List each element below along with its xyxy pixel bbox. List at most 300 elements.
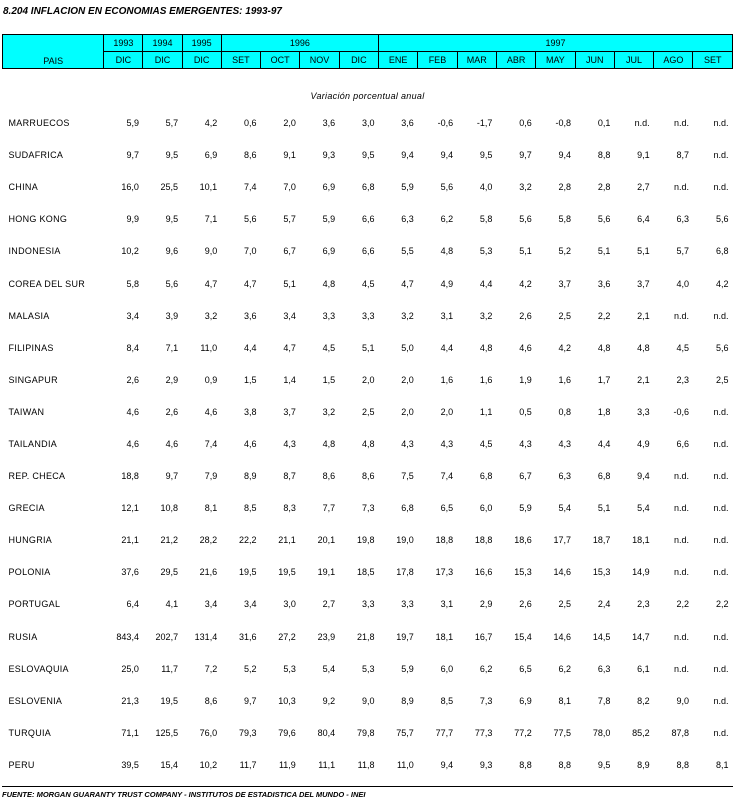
value-cell: 77,7	[435, 727, 454, 738]
value-cell: 8,3	[283, 503, 296, 514]
value-cell: 3,7	[558, 278, 572, 289]
value-cell: 15,3	[592, 567, 611, 578]
country-name: INDONESIA	[8, 246, 61, 257]
value-cell: 9,4	[440, 150, 454, 161]
value-cell: 8,8	[676, 759, 689, 770]
value-cell: 5,7	[165, 118, 179, 129]
value-cell: 19,8	[356, 535, 375, 546]
value-cell: 77,2	[514, 727, 532, 738]
value-cell: 6,6	[676, 438, 689, 449]
value-cell: -1,7	[476, 118, 493, 129]
country-name: ESLOVENIA	[8, 695, 63, 706]
value-cell: 21,6	[199, 567, 218, 578]
value-cell: 9,0	[361, 695, 375, 706]
value-cell: 18,1	[632, 535, 650, 546]
header-month: DIC	[104, 52, 143, 69]
value-cell: 2,9	[479, 599, 493, 610]
inflation-table	[2, 34, 733, 781]
value-cell: 21,3	[121, 695, 139, 706]
value-cell: 6,7	[519, 471, 532, 482]
value-cell: 4,6	[126, 406, 139, 417]
country-name: RUSIA	[8, 631, 38, 642]
value-cell: 3,2	[519, 182, 532, 193]
header-month: JUN	[575, 52, 614, 69]
value-cell: 7,0	[283, 182, 296, 193]
value-cell: 14,6	[553, 631, 572, 642]
value-cell: 12,1	[121, 503, 139, 514]
value-cell: 5,1	[597, 246, 611, 257]
value-cell: n.d.	[673, 663, 689, 674]
country-name: TURQUIA	[8, 727, 52, 738]
value-cell: 1,5	[244, 374, 257, 385]
value-cell: 3,0	[361, 118, 375, 129]
value-cell: n.d.	[673, 310, 689, 321]
value-cell: 9,5	[361, 150, 375, 161]
value-cell: 5,2	[244, 663, 257, 674]
value-cell: 6,2	[479, 663, 493, 674]
value-cell: 15,4	[514, 631, 532, 642]
value-cell: 8,6	[322, 471, 336, 482]
value-cell: 16,7	[474, 631, 493, 642]
value-cell: 8,1	[204, 503, 218, 514]
value-cell: 2,6	[165, 406, 179, 417]
value-cell: 2,8	[597, 182, 611, 193]
value-cell: 11,8	[357, 759, 375, 770]
country-name: TAILANDIA	[8, 438, 58, 449]
value-cell: 9,5	[165, 214, 179, 225]
value-cell: 3,8	[244, 406, 257, 417]
header-row-years	[3, 35, 733, 52]
value-cell: 5,8	[558, 214, 572, 225]
value-cell: 77,5	[553, 727, 572, 738]
value-cell: 9,5	[479, 150, 493, 161]
value-cell: 15,3	[514, 567, 532, 578]
value-cell: 6,2	[440, 214, 454, 225]
value-cell: 6,4	[126, 599, 139, 610]
value-cell: 9,1	[283, 150, 296, 161]
value-cell: 79,3	[238, 727, 257, 738]
header-pais: PAIS	[3, 35, 104, 69]
value-cell: 9,9	[126, 214, 139, 225]
value-cell: 6,1	[637, 663, 650, 674]
value-cell: 11,0	[200, 342, 218, 353]
table-row	[3, 300, 733, 332]
value-cell: 2,5	[558, 599, 572, 610]
value-cell: 9,2	[322, 695, 336, 706]
value-cell: 3,4	[283, 310, 296, 321]
value-cell: 11,9	[278, 759, 296, 770]
value-cell: 4,7	[283, 342, 296, 353]
value-cell: 4,3	[440, 438, 454, 449]
value-cell: 85,2	[632, 727, 650, 738]
value-cell: 9,6	[165, 246, 179, 257]
value-cell: 6,8	[715, 246, 729, 257]
value-cell: 3,6	[401, 118, 414, 129]
value-cell: 9,5	[165, 150, 179, 161]
value-cell: 3,0	[283, 599, 296, 610]
value-cell: 25,5	[160, 182, 179, 193]
value-cell: 37,6	[121, 567, 139, 578]
value-cell: 18,1	[435, 631, 454, 642]
table-row	[3, 556, 733, 588]
value-cell: 9,0	[676, 695, 689, 706]
value-cell: 5,0	[401, 342, 414, 353]
spacer-row	[3, 69, 733, 108]
header-month: ENE	[378, 52, 417, 69]
value-cell: n.d.	[673, 503, 689, 514]
value-cell: 3,2	[401, 310, 414, 321]
value-cell: 9,4	[558, 150, 572, 161]
value-cell: n.d.	[713, 663, 729, 674]
country-name: HUNGRIA	[8, 535, 53, 546]
country-name: SUDAFRICA	[8, 150, 64, 161]
value-cell: n.d.	[713, 535, 729, 546]
value-cell: 843,4	[116, 631, 139, 642]
value-cell: 3,7	[283, 406, 296, 417]
value-cell: 4,6	[165, 438, 179, 449]
value-cell: 7,4	[204, 438, 218, 449]
value-cell: 9,4	[637, 471, 650, 482]
value-cell: 79,8	[356, 727, 375, 738]
value-cell: 7,1	[165, 342, 179, 353]
value-cell: 17,7	[553, 535, 572, 546]
value-cell: 11,1	[318, 759, 336, 770]
value-cell: 2,1	[637, 310, 650, 321]
value-cell: 15,4	[160, 759, 179, 770]
value-cell: 6,3	[401, 214, 414, 225]
value-cell: 3,3	[361, 310, 375, 321]
value-cell: 5,5	[401, 246, 414, 257]
table-row	[3, 235, 733, 267]
value-cell: 4,7	[401, 278, 414, 289]
value-cell: 8,5	[244, 503, 257, 514]
value-cell: 3,1	[440, 599, 454, 610]
value-cell: 202,7	[155, 631, 179, 642]
value-cell: 8,8	[597, 150, 611, 161]
value-cell: 2,6	[519, 599, 532, 610]
value-cell: 6,6	[361, 246, 375, 257]
value-cell: n.d.	[673, 567, 689, 578]
value-cell: 2,8	[558, 182, 572, 193]
header-month: DIC	[143, 52, 182, 69]
value-cell: 3,1	[440, 310, 454, 321]
value-cell: 2,5	[558, 310, 572, 321]
header-month: MAR	[457, 52, 496, 69]
value-cell: 9,4	[440, 759, 454, 770]
value-cell: 4,4	[440, 342, 454, 353]
value-cell: 0,9	[204, 374, 218, 385]
value-cell: 4,4	[479, 278, 493, 289]
value-cell: 10,1	[199, 182, 218, 193]
value-cell: -0,6	[673, 406, 689, 417]
value-cell: 79,6	[278, 727, 296, 738]
value-cell: 14,7	[632, 631, 650, 642]
value-cell: 3,3	[401, 599, 414, 610]
value-cell: 7,9	[204, 471, 218, 482]
header-month: DIC	[182, 52, 221, 69]
value-cell: 5,6	[244, 214, 257, 225]
value-cell: 2,2	[676, 599, 689, 610]
page-title: 8.204 INFLACION EN ECONOMIAS EMERGENTES: 1993-97	[3, 6, 282, 17]
value-cell: 1,7	[597, 374, 611, 385]
value-cell: n.d.	[713, 310, 729, 321]
header-year-1995: 1995	[182, 35, 221, 52]
value-cell: 11,7	[239, 759, 257, 770]
value-cell: 5,3	[361, 663, 375, 674]
value-cell: n.d.	[673, 471, 689, 482]
value-cell: 1,6	[479, 374, 493, 385]
value-cell: 21,8	[356, 631, 375, 642]
value-cell: 4,8	[361, 438, 375, 449]
value-cell: 3,6	[322, 118, 336, 129]
value-cell: 2,2	[597, 310, 611, 321]
value-cell: 2,7	[322, 599, 336, 610]
value-cell: 4,2	[715, 278, 729, 289]
value-cell: 9,3	[479, 759, 493, 770]
value-cell: n.d.	[713, 118, 729, 129]
country-name: CHINA	[8, 182, 39, 193]
header-month: NOV	[300, 52, 339, 69]
value-cell: 6,9	[519, 695, 532, 706]
value-cell: 8,9	[637, 759, 650, 770]
value-cell: 8,1	[715, 759, 729, 770]
value-cell: 4,2	[558, 342, 572, 353]
table-row	[3, 396, 733, 428]
value-cell: 3,3	[322, 310, 336, 321]
value-cell: 7,0	[244, 246, 257, 257]
value-cell: 8,6	[244, 150, 257, 161]
value-cell: 5,6	[597, 214, 611, 225]
value-cell: 4,6	[204, 406, 218, 417]
value-cell: 0,5	[519, 406, 532, 417]
value-cell: 2,3	[676, 374, 689, 385]
header-month: SET	[693, 52, 733, 69]
table-row	[3, 267, 733, 299]
value-cell: 3,2	[322, 406, 336, 417]
header-month: MAY	[536, 52, 575, 69]
value-cell: 7,2	[204, 663, 218, 674]
value-cell: 4,6	[519, 342, 532, 353]
value-cell: 0,6	[519, 118, 532, 129]
value-cell: 8,6	[204, 695, 218, 706]
value-cell: 9,5	[597, 759, 611, 770]
value-cell: 23,9	[317, 631, 336, 642]
value-cell: 20,1	[317, 535, 336, 546]
table-row	[3, 332, 733, 364]
value-cell: 18,5	[356, 567, 375, 578]
value-cell: 1,8	[597, 406, 611, 417]
value-cell: 9,7	[519, 150, 532, 161]
value-cell: 7,5	[401, 471, 414, 482]
value-cell: 6,8	[401, 503, 414, 514]
country-name: HONG KONG	[8, 214, 68, 225]
value-cell: 5,6	[519, 214, 532, 225]
value-cell: n.d.	[634, 118, 650, 129]
header-month: ABR	[496, 52, 535, 69]
value-cell: 8,8	[519, 759, 532, 770]
value-cell: 71,1	[121, 727, 139, 738]
table-row	[3, 107, 733, 139]
value-cell: 4,8	[479, 342, 493, 353]
value-cell: 4,0	[676, 278, 689, 289]
value-cell: 2,6	[126, 374, 139, 385]
value-cell: 19,1	[317, 567, 336, 578]
value-cell: 10,3	[278, 695, 296, 706]
value-cell: 9,4	[401, 150, 414, 161]
value-cell: n.d.	[713, 567, 729, 578]
table-subtitle: Variación porcentual anual	[310, 91, 425, 101]
value-cell: n.d.	[713, 631, 729, 642]
value-cell: 3,3	[361, 599, 375, 610]
value-cell: 5,4	[322, 663, 336, 674]
country-name: FILIPINAS	[8, 342, 54, 353]
value-cell: 4,8	[322, 438, 336, 449]
value-cell: 9,0	[204, 246, 218, 257]
value-cell: 3,4	[126, 310, 139, 321]
value-cell: 4,4	[244, 342, 257, 353]
value-cell: 5,2	[558, 246, 572, 257]
header-month: JUL	[614, 52, 653, 69]
value-cell: -0,6	[437, 118, 454, 129]
value-cell: 4,8	[322, 278, 336, 289]
value-cell: 2,3	[637, 599, 650, 610]
value-cell: 18,6	[514, 535, 532, 546]
table-row	[3, 139, 733, 171]
value-cell: 1,6	[440, 374, 454, 385]
header-row-months	[3, 52, 733, 69]
value-cell: 3,2	[479, 310, 493, 321]
table-row	[3, 171, 733, 203]
value-cell: n.d.	[673, 118, 689, 129]
value-cell: 1,6	[558, 374, 572, 385]
value-cell: 19,5	[160, 695, 179, 706]
header-year-1994: 1994	[143, 35, 182, 52]
value-cell: 6,0	[479, 503, 493, 514]
value-cell: 4,0	[479, 182, 493, 193]
value-cell: 7,1	[204, 214, 218, 225]
value-cell: 77,3	[474, 727, 493, 738]
value-cell: 16,0	[121, 182, 139, 193]
value-cell: 11,0	[396, 759, 414, 770]
value-cell: 7,3	[479, 695, 493, 706]
value-cell: 17,8	[396, 567, 414, 578]
value-cell: 5,7	[283, 214, 296, 225]
value-cell: 18,8	[474, 535, 493, 546]
value-cell: 1,9	[519, 374, 532, 385]
header-month: FEB	[418, 52, 457, 69]
table-row	[3, 685, 733, 717]
value-cell: 3,2	[204, 310, 218, 321]
country-name: POLONIA	[8, 567, 51, 578]
value-cell: 75,7	[396, 727, 414, 738]
country-name: MALASIA	[8, 310, 50, 321]
value-cell: 8,4	[126, 342, 139, 353]
value-cell: 14,5	[592, 631, 611, 642]
value-cell: 2,7	[637, 182, 650, 193]
value-cell: n.d.	[713, 471, 729, 482]
value-cell: 3,4	[244, 599, 257, 610]
value-cell: n.d.	[713, 150, 729, 161]
value-cell: 3,7	[637, 278, 650, 289]
value-cell: n.d.	[713, 503, 729, 514]
table-row	[3, 621, 733, 653]
value-cell: 2,2	[715, 599, 729, 610]
value-cell: 6,7	[283, 246, 296, 257]
value-cell: 18,8	[435, 535, 454, 546]
value-cell: 9,1	[637, 150, 650, 161]
value-cell: 6,6	[361, 214, 375, 225]
value-cell: 5,3	[479, 246, 493, 257]
value-cell: 2,0	[401, 374, 414, 385]
value-cell: 5,3	[283, 663, 296, 674]
value-cell: 4,3	[519, 438, 532, 449]
value-cell: 87,8	[671, 727, 689, 738]
value-cell: 3,6	[597, 278, 611, 289]
value-cell: 2,6	[519, 310, 532, 321]
value-cell: 6,4	[637, 214, 650, 225]
value-cell: 19,7	[396, 631, 414, 642]
table-row	[3, 524, 733, 556]
value-cell: 11,7	[161, 663, 179, 674]
value-cell: 29,5	[160, 567, 179, 578]
value-cell: 6,5	[519, 663, 532, 674]
value-cell: 5,1	[597, 503, 611, 514]
table-row	[3, 203, 733, 235]
value-cell: 4,8	[440, 246, 454, 257]
value-cell: 7,4	[440, 471, 454, 482]
country-name: COREA DEL SUR	[8, 278, 86, 289]
table-row	[3, 428, 733, 460]
value-cell: 19,0	[396, 535, 414, 546]
country-name: MARRUECOS	[8, 118, 70, 129]
value-cell: 5,6	[715, 342, 729, 353]
value-cell: 131,4	[194, 631, 218, 642]
country-name: GRECIA	[8, 503, 45, 514]
value-cell: 5,4	[637, 503, 650, 514]
value-cell: 10,2	[121, 246, 139, 257]
value-cell: n.d.	[713, 727, 729, 738]
value-cell: 18,8	[121, 471, 139, 482]
value-cell: 7,8	[597, 695, 611, 706]
value-cell: 4,1	[165, 599, 179, 610]
value-cell: 10,8	[160, 503, 179, 514]
value-cell: 4,5	[676, 342, 689, 353]
value-cell: 3,3	[637, 406, 650, 417]
value-cell: 39,5	[121, 759, 139, 770]
value-cell: n.d.	[673, 535, 689, 546]
value-cell: n.d.	[673, 182, 689, 193]
value-cell: 5,1	[361, 342, 375, 353]
value-cell: 21,2	[160, 535, 179, 546]
value-cell: 1,5	[322, 374, 336, 385]
value-cell: 8,9	[401, 695, 414, 706]
value-cell: 6,0	[440, 663, 454, 674]
value-cell: 4,9	[637, 438, 650, 449]
value-cell: 6,3	[558, 471, 572, 482]
value-cell: 4,5	[361, 278, 375, 289]
table-row	[3, 364, 733, 396]
table-row	[3, 749, 733, 781]
table-row	[3, 653, 733, 685]
value-cell: 80,4	[317, 727, 336, 738]
value-cell: 4,7	[244, 278, 257, 289]
value-cell: 9,7	[244, 695, 257, 706]
header-year-1996: 1996	[221, 35, 378, 52]
value-cell: 27,2	[278, 631, 296, 642]
value-cell: 6,5	[440, 503, 454, 514]
value-cell: 31,6	[238, 631, 257, 642]
value-cell: 7,7	[322, 503, 336, 514]
